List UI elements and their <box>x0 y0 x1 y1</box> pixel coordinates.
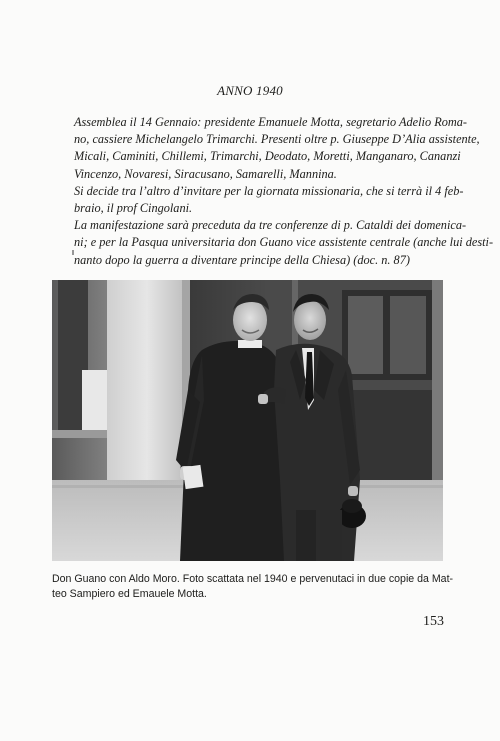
paragraph-manifestazione <box>54 217 494 269</box>
text-line: Micali, Caminiti, Chillemi, Trimarchi, Deodato, Moretti, Manganaro, Cananzi <box>74 149 461 164</box>
photo-caption <box>52 572 454 603</box>
paragraph-assemblea <box>54 114 480 183</box>
text-line: ni; e per la Pasqua universitaria don Guano vice assistente centrale (anche lui desti- <box>74 235 494 250</box>
text-line: Vincenzo, Novaresi, Siracusano, Samarelli, Mannina. <box>74 166 337 181</box>
page-number: 153 <box>423 614 444 629</box>
text-line: Assemblea il 14 Gennaio: presidente Emanuele Motta, segretario Adelio Roma- <box>74 115 467 129</box>
text-line: La manifestazione sarà preceduta da tre conferenze di p. Cataldi dei domenica- <box>74 218 467 233</box>
photograph <box>52 280 443 561</box>
text-line: nanto dopo la guerra a diventare principe della Chiesa) (doc. n. 87) <box>74 252 410 267</box>
photograph-illustration <box>52 280 443 561</box>
text-line: Si decide tra l’altro d’invitare per la giornata missionaria, che si terrà il 4 feb- <box>74 183 464 198</box>
body-text <box>54 114 494 269</box>
paragraph-giornata-missionaria <box>54 183 464 217</box>
caption-line: Don Guano con Aldo Moro. Foto scattata nel 1940 e pervenutaci in due copie da Mat- <box>52 573 454 585</box>
text-line: braio, il prof Cingolani. <box>74 201 193 216</box>
section-heading: ANNO 1940 <box>217 83 283 98</box>
text-line: no, cassiere Michelangelo Trimarchi. Presenti oltre p. Giuseppe D’Alia assistente, <box>74 132 480 147</box>
caption-line: teo Sampiero ed Emauele Motta. <box>52 588 207 601</box>
margin-mark <box>72 250 74 255</box>
